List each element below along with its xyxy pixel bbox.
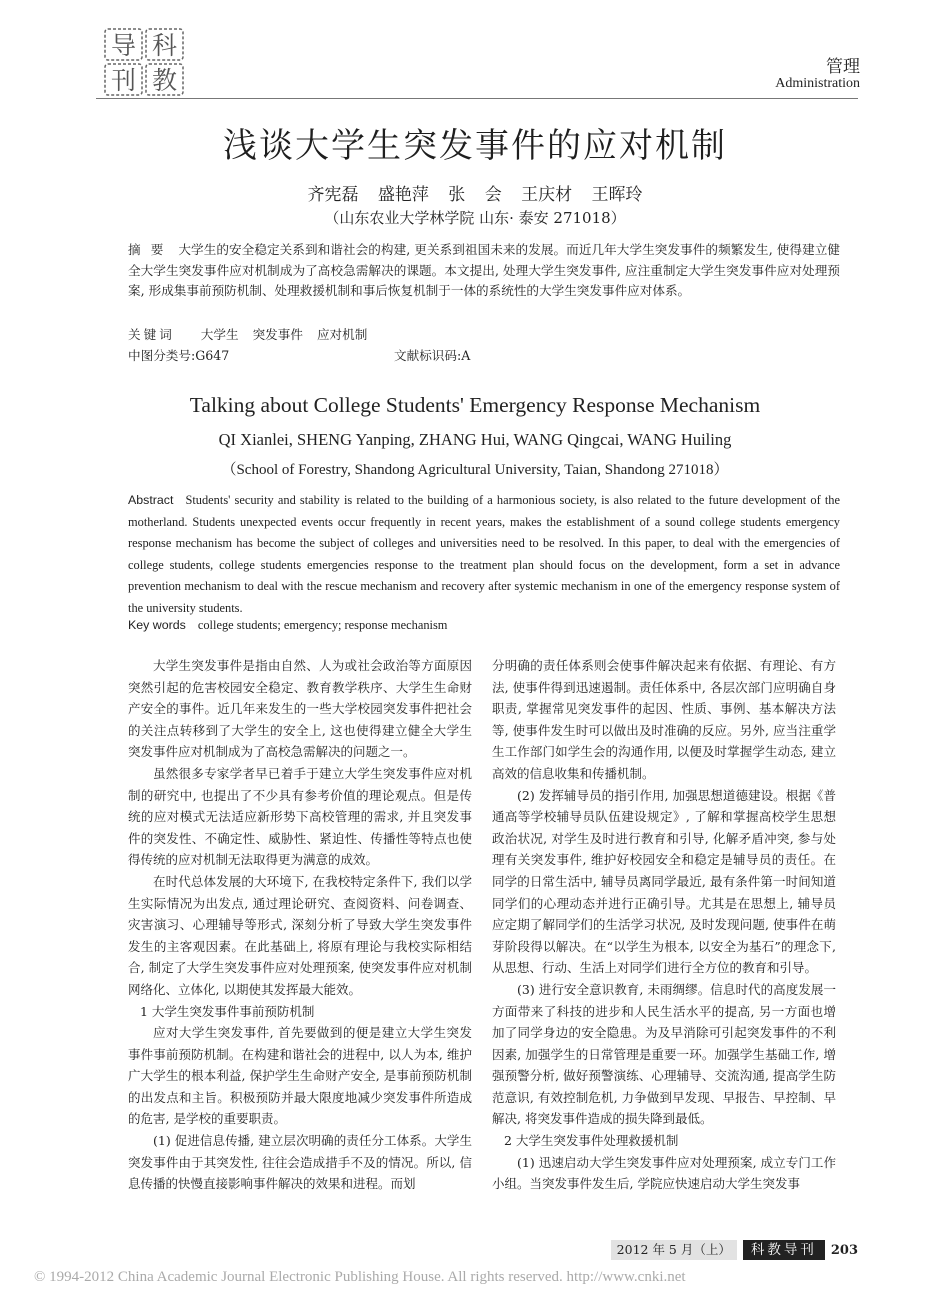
body-paragraph: 应对大学生突发事件, 首先要做到的便是建立大学生突发事件事前预防机制。在构建和谐社会的进程中, 以人为本, 维护广大学生的根本利益, 保护学生生命财产安全, 是事前预防机制的出发点和主旨。积极预防并最大限度地减少突发事件所造成的危害, 是学校的重要职责。 [128, 1025, 472, 1127]
document-id: 文献标识码:A [394, 348, 471, 363]
page-number: 203 [830, 1242, 858, 1258]
body-column-right [492, 655, 836, 1195]
keyword: 大学生 [200, 327, 239, 342]
issue-date: 2012 年 5 月（上） [611, 1240, 737, 1260]
abstract-label-cn: 摘 要 [128, 242, 167, 257]
keywords-text-en: college students; emergency; response mechanism [197, 618, 448, 632]
keywords-label-cn: 关键词 [128, 327, 175, 342]
page-footer [611, 1240, 858, 1260]
keywords-label-en: Key words [128, 618, 186, 632]
logo-char: 教 [151, 66, 178, 95]
body-paragraph: 在时代总体发展的大环境下, 在我校特定条件下, 我们以学生实际情况为出发点, 通过理论研究、查阅资料、问卷调查、灾害演习、心理辅导等形式, 深刻分析了导致大学生突发事件发生的主客观因素。在此基础上, 将原有理论与我校实际相结合, 制定了大学生突发事件应对处理预案, 使突发事件应对机制网络化、立体化, 以期使其发挥最大能效。 [128, 873, 472, 997]
paper-title-cn: 浅谈大学生突发事件的应对机制 [223, 126, 727, 166]
keyword: 应对机制 [316, 327, 368, 342]
logo-char: 导 [110, 31, 137, 60]
abstract-text-cn: 大学生的安全稳定关系到和谐社会的构建, 更关系到祖国未来的发展。而近几年大学生突发事件的频繁发生, 使得建立健全大学生突发事件应对机制成为了高校急需解决的课题。本文提出, 处理大学生突发事件, 应注重制定大学生突发事件应对处理预案, 形成集事前预防机制、处理救援机制和事后恢复机制于一体的系统性的大学生突发事件应对体系。 [128, 242, 840, 298]
body-paragraph: 大学生突发事件是指由自然、人为或社会政治等方面原因突然引起的危害校园安全稳定、教育教学秩序、大学生生命财产安全的事件。近几年来发生的一些大学校园突发事件把社会的关注点转移到了大学生的安全上, 这也使得建立健全大学生突发事件应对机制成为了高校急需解决的问题之一。 [128, 658, 472, 760]
keywords-en [128, 615, 840, 636]
journal-logo [104, 28, 184, 96]
affiliation-en: （School of Forestry, Shandong Agricultural University, Taian, Shandong 271018） [221, 462, 729, 478]
paper-title-en: Talking about College Students' Emergency Response Mechanism [189, 393, 761, 417]
body-paragraph: 虽然很多专家学者早已着手于建立大学生突发事件应对机制的研究中, 也提出了不少具有参考价值的理论观点。但是传统的应对模式无法适应新形势下高校管理的需求, 并且突发事件的突发性、不确定性、威胁性、紧迫性、传播性等特点也使得传统的应对机制无法取得更为满意的成效。 [128, 765, 472, 868]
abstract-label-en: Abstract [128, 493, 174, 507]
section-label-en: Administration [775, 76, 860, 91]
keywords-cn [128, 325, 840, 346]
journal-name: 科教导刊 [743, 1240, 825, 1260]
body-paragraph: (1) 促进信息传播, 建立层次明确的责任分工体系。大学生突发事件由于其突发性, 往往会造成措手不及的情况。所以, 信息传播的快慢直接影响事件解决的效果和进程。而划 [128, 1133, 472, 1192]
abstract-cn [128, 240, 840, 302]
section-heading: 2 大学生突发事件处理救援机制 [504, 1133, 679, 1149]
keyword: 突发事件 [252, 327, 303, 342]
body-paragraph: (2) 发挥辅导员的指引作用, 加强思想道德建设。根据《普通高等学校辅导员队伍建设规定》, 了解和掌握高校学生思想政治状况, 对学生及时进行教育和引导, 化解矛盾冲突, 参与处理有关突发事件, 维护好校园安全和稳定是辅导员的责任。在同学的日常生活中, 辅导员离同学最近, 最有条件第一时间知道同学们的心理动态并进行正确引导。尤其是在思想上, 辅导员应定期了解同学们的生活学习状况, 及时发现问题, 使事件在萌芽阶段得以解决。在“以学生为根本, 以安全为基石”的理念下, 从思想、行动、生活上对同学们进行全方位的教育和引导。 [492, 787, 836, 976]
abstract-text-en: Students' security and stability is related to the building of a harmonious society, is also related to the future development of the motherland. Students unexpected events occur frequently in recent years, makes the establishment of a sound college students emergency response mechanism has become the subject of colleges and universities need to be resolved. In this paper, to deal with the emergencies of college students, college students emergencies response to the treatment plan should focus on the development, form a set in advance prevention mechanism to deal with the rescue mechanism and recovery after systemic mechanism in one of the emergency response system of the university students. [128, 493, 840, 615]
body-paragraph: 分明确的责任体系则会使事件解决起来有依据、有理论、有方法, 使事件得到迅速遏制。责任体系中, 各层次部门应明确自身职责, 掌握常见突发事件的起因、性质、事例、基本解决方法等, 使事件发生时可以做出及时准确的反应。另外, 应当注重学生工作部门如学生会的沟通作用, 以便及时掌握学生动态, 建立高效的信息收集和传播机制。 [492, 658, 836, 781]
affiliation-cn: （山东农业大学林学院 山东· 泰安 271018） [324, 209, 626, 227]
logo-char: 科 [151, 31, 178, 60]
clc-number: 中图分类号:G647 [128, 348, 230, 363]
section-heading: 1 大学生突发事件事前预防机制 [140, 1003, 315, 1019]
header-divider [96, 98, 858, 99]
body-paragraph: (3) 进行安全意识教育, 未雨绸缪。信息时代的高度发展一方面带来了科技的进步和人民生活水平的提高, 另一方面也增加了同学身边的安全隐患。为及早消除可引起突发事件的不利因素, 加强学生的日常管理是重要一环。加强学生基础工作, 增强预警分析, 做好预警演练、心理辅导、交流沟通, 提高学生防范意识, 有效控制危机, 力争做到早发现、早报告、早控制、早解决, 将突发事件造成的损失降到最低。 [492, 981, 836, 1127]
body-column-left [128, 655, 472, 1195]
copyright-notice: © 1994-2012 China Academic Journal Electronic Publishing House. All rights reserved. http://www.cnki.net [34, 1269, 686, 1285]
classification-line [128, 346, 840, 367]
authors-cn: 齐宪磊 盛艳萍 张 会 王庆材 王晖玲 [307, 185, 643, 205]
section-label-cn: 管理 [826, 57, 860, 77]
body-paragraph: (1) 迅速启动大学生突发事件应对处理预案, 成立专门工作小组。当突发事件发生后, 学院应快速启动大学生突发事 [492, 1154, 836, 1192]
abstract-en [128, 490, 840, 619]
authors-en: QI Xianlei, SHENG Yanping, ZHANG Hui, WANG Qingcai, WANG Huiling [218, 430, 732, 449]
logo-char: 刊 [110, 66, 137, 95]
